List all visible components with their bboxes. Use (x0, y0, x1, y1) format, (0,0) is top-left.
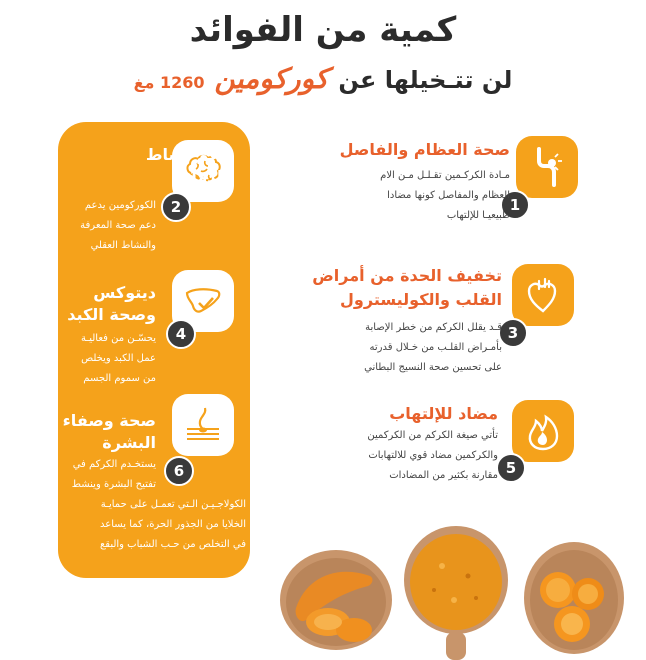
heart-icon (521, 273, 565, 317)
benefit-title-2: دعم نشاط الدماغ (145, 145, 228, 186)
spoon-turmeric-root-image (276, 530, 396, 660)
page-title: كمية من الفوائد (189, 10, 457, 50)
skin-hair-icon (181, 403, 225, 447)
bone-joint-icon (525, 145, 569, 189)
benefit-number-5: 5 (496, 453, 526, 483)
subtitle-dose: 1260 مغ (133, 73, 205, 92)
benefit-body-6b: الكولاجـيـن الـتي تعمـل على حمايـة الخلايا من الجذور الحرة، كما يساعد في التخلص من حـب الشباب والبقع (99, 499, 246, 550)
spoon-turmeric-slices-image (518, 536, 628, 660)
benefit-body-4: يحسّـن من فعاليـة عمل الكبد ويخلص من سموم الجسم (80, 333, 156, 384)
benefit-body-2: الكوركومين يدعم دعم صحة المعرفة والنشاط العقلي (80, 200, 156, 251)
subtitle-text: لن تتـخيلها عن (338, 66, 513, 94)
benefit-body-3: قـد يقلل الكركم من خطر الإصابة بأمـراض القلـب من خـلال قدرته على تحسين صحة النسيج البطاني (364, 322, 502, 373)
benefit-body-1: مـادة الكركـمين تقـلـل مـن الام العظام والمفاصل كونها مضادا طبيعيـا للإلتهاب (380, 170, 510, 221)
benefit-title-3: تخفيف الحدة من أمراض القلب والكوليسترول (312, 266, 502, 309)
flame-icon (521, 409, 565, 453)
benefit-body-6a: يستخـدم الكركم في تفتيح البشرة وينشط (71, 459, 156, 490)
benefit-body-5: تأتي صيغة الكركم من الكركمين والكركمين مضاد قوي للالتهابات مقارنة بكثير من المضادات (367, 430, 498, 481)
benefit-number-1: 1 (500, 190, 530, 220)
benefit-title-4: ديتوكس وصحة الكبد (67, 283, 156, 324)
skin-tile (172, 394, 234, 456)
liver-check-icon (181, 279, 225, 323)
spoon-turmeric-powder-image (396, 520, 516, 660)
flame-tile (512, 400, 574, 462)
benefit-title-6: صحة وصفاء البشرة (62, 411, 156, 452)
benefit-number-4: 4 (166, 319, 196, 349)
benefit-number-2: 2 (161, 192, 191, 222)
benefit-number-6: 6 (164, 456, 194, 486)
benefit-title-5: مضاد للإلتهاب (389, 404, 498, 423)
benefit-number-3: 3 (498, 318, 528, 348)
subtitle-line (0, 62, 646, 95)
benefit-title-1: صحة العظام والفاصل (339, 140, 510, 159)
subtitle-brand: كوركومين (214, 62, 329, 95)
bone-tile (516, 136, 578, 198)
heart-tile (512, 264, 574, 326)
